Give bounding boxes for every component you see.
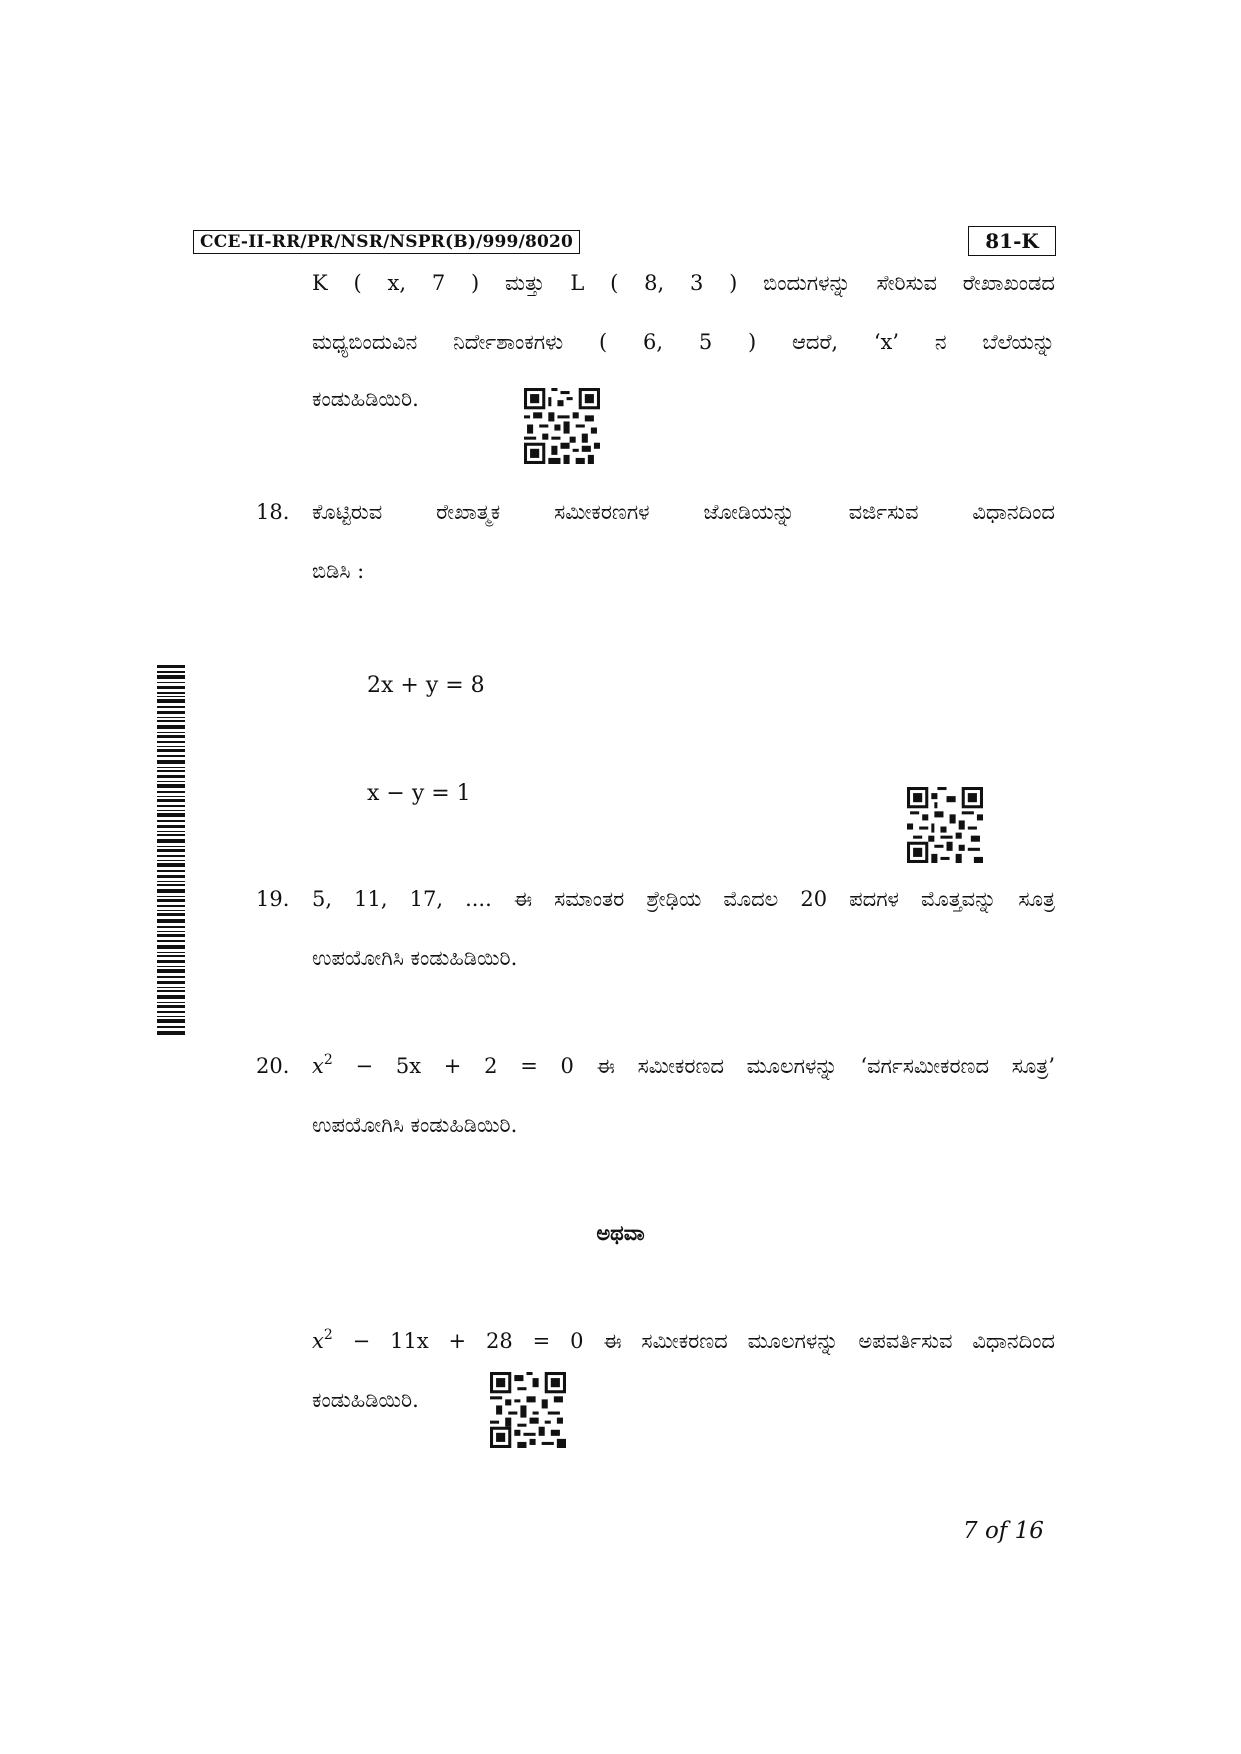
or-divider: ಅಥವಾ (596, 1220, 645, 1245)
q17-line-2: ಮಧ್ಯಬಿಂದುವಿನ ನಿರ್ದೇಶಾಂಕಗಳು ( 6, 5 ) ಆದರೆ, ‘x’ ನ ಬೆಲೆಯನ್ನು (312, 330, 1055, 354)
q20-number: 20. (256, 1054, 290, 1078)
q18-number: 18. (256, 500, 290, 524)
qr-code-icon (524, 388, 600, 464)
q20-line-1 (312, 1051, 1055, 1081)
q19-number: 19. (256, 887, 290, 911)
q20-alt-exponent: 2 (323, 1327, 333, 1343)
qr-code-icon (907, 787, 983, 863)
q19-line-2: ಉಪಯೋಗಿಸಿ ಕಂಡುಹಿಡಿಯಿರಿ. (312, 946, 518, 970)
q20-alt-line-1 (312, 1326, 1055, 1356)
q17-line-1: K ( x, 7 ) ಮತ್ತು L ( 8, 3 ) ಬಿಂದುಗಳನ್ನು ಸೇರಿಸುವ ರೇಖಾಖಂಡದ (312, 271, 1055, 295)
q18-equation-1: 2x + y = 8 (367, 673, 485, 698)
qr-code-icon (490, 1372, 566, 1448)
paper-code-box: 81-K (968, 226, 1056, 256)
q18-line-2: ಬಿಡಿಸಿ : (312, 559, 365, 583)
q20-var-x: x (312, 1054, 324, 1078)
q20-line-2: ಉಪಯೋಗಿಸಿ ಕಂಡುಹಿಡಿಯಿರಿ. (312, 1113, 518, 1137)
q20-alt-line-1-text: − 11x + 28 = 0 ಈ ಸಮೀಕರಣದ ಮೂಲಗಳನ್ನು ಅಪವರ್ತಿಸುವ ವಿಧಾನದಿಂದ (332, 1329, 1055, 1353)
q17-line-3: ಕಂಡುಹಿಡಿಯಿರಿ. (312, 387, 419, 411)
paper-series-code: CCE-II-RR/PR/NSR/NSPR(B)/999/8020 (193, 230, 580, 254)
barcode-icon (157, 665, 185, 1035)
page-number: 7 of 16 (963, 1518, 1044, 1544)
q20-alt-var-x: x (312, 1329, 324, 1353)
q20-exponent: 2 (323, 1052, 333, 1068)
q18-line-1: ಕೊಟ್ಟಿರುವ ರೇಖಾತ್ಮಕ ಸಮೀಕರಣಗಳ ಜೋಡಿಯನ್ನು ವರ್ಜಿಸುವ ವಿಧಾನದಿಂದ (312, 500, 1055, 524)
q20-line-1-text: − 5x + 2 = 0 ಈ ಸಮೀಕರಣದ ಮೂಲಗಳನ್ನು ‘ವರ್ಗಸಮೀಕರಣದ ಸೂತ್ರ’ (332, 1054, 1055, 1078)
q19-line-1: 5, 11, 17, .... ಈ ಸಮಾಂತರ ಶ್ರೇಢಿಯ ಮೊದಲ 20 ಪದಗಳ ಮೊತ್ತವನ್ನು ಸೂತ್ರ (312, 887, 1055, 911)
q18-equation-2: x − y = 1 (367, 781, 471, 806)
q20-alt-line-2: ಕಂಡುಹಿಡಿಯಿರಿ. (312, 1388, 419, 1412)
